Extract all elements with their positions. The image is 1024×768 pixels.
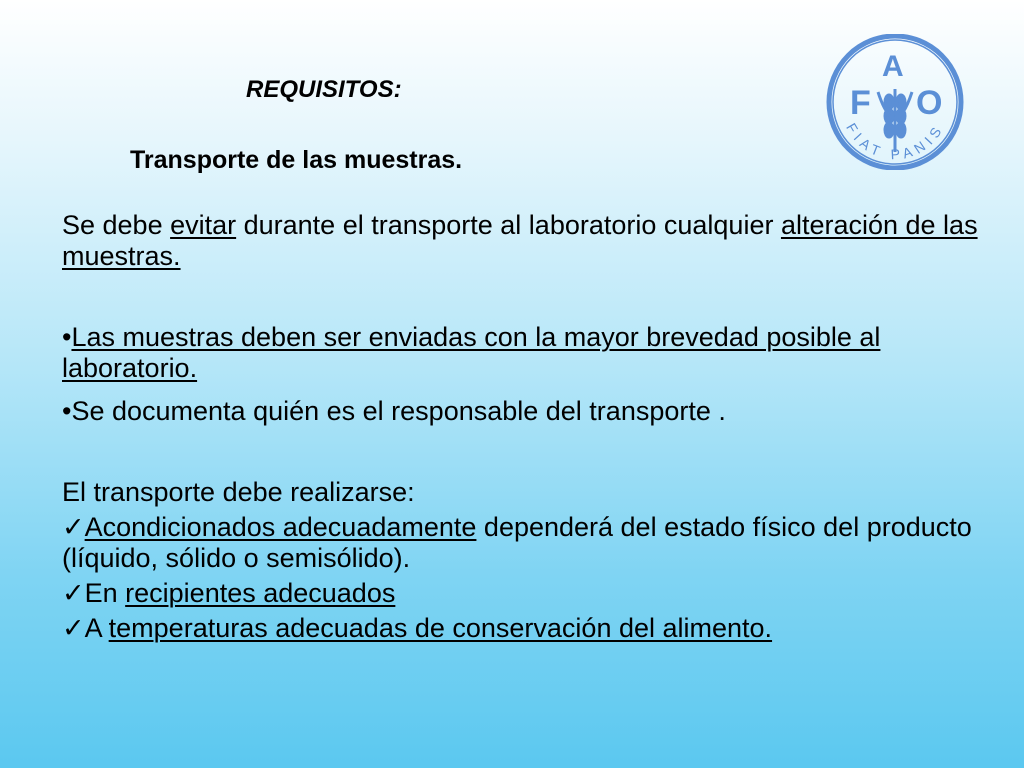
fao-letter-a: A [882,50,904,83]
slide-subheading: Transporte de las muestras. [130,146,463,174]
intro-mid: durante el transporte al laboratorio cualquier [236,210,781,240]
check-item [62,512,982,574]
checkmark-icon: ✓ [62,578,85,608]
intro-pre: Se debe [62,210,171,240]
checkmark-icon: ✓ [62,512,85,542]
check-underlined: temperaturas adecuadas de conservación del alimento. [108,613,773,643]
slide-heading: REQUISITOS: [246,76,402,103]
check-underlined: Acondicionados adecuadamente [84,512,477,542]
intro-underlined: evitar [170,210,237,240]
check-underlined: recipientes adecuados [125,578,396,608]
check-pre: En [84,578,126,608]
transport-intro: El transporte debe realizarse: [62,477,415,507]
fao-letter-o: O [916,84,943,122]
slide-body [62,210,982,648]
bullet-icon: • [62,396,72,426]
fao-letter-f: F [850,84,871,122]
fao-motto: FIAT PANIS [843,120,947,163]
bullet-underlined: Las muestras deben ser enviadas con la mayor brevedad posible al laboratorio. [62,322,881,383]
check-rest: dependerá del estado físico del producto (líquido, sólido o semisólido). [62,512,972,573]
bullet-icon: • [62,322,72,352]
check-item [62,613,982,644]
fao-logo-icon [820,34,970,170]
check-item [62,578,982,609]
bullet-rest: Se documenta quién es el responsable del transporte . [71,396,726,426]
check-pre: A [84,613,109,643]
bullet-item [62,396,982,427]
checkmark-icon: ✓ [62,613,85,643]
bullet-item [62,322,982,384]
intro-paragraph [62,210,982,272]
intro-underlined-2: alteración de las muestras. [62,210,978,271]
